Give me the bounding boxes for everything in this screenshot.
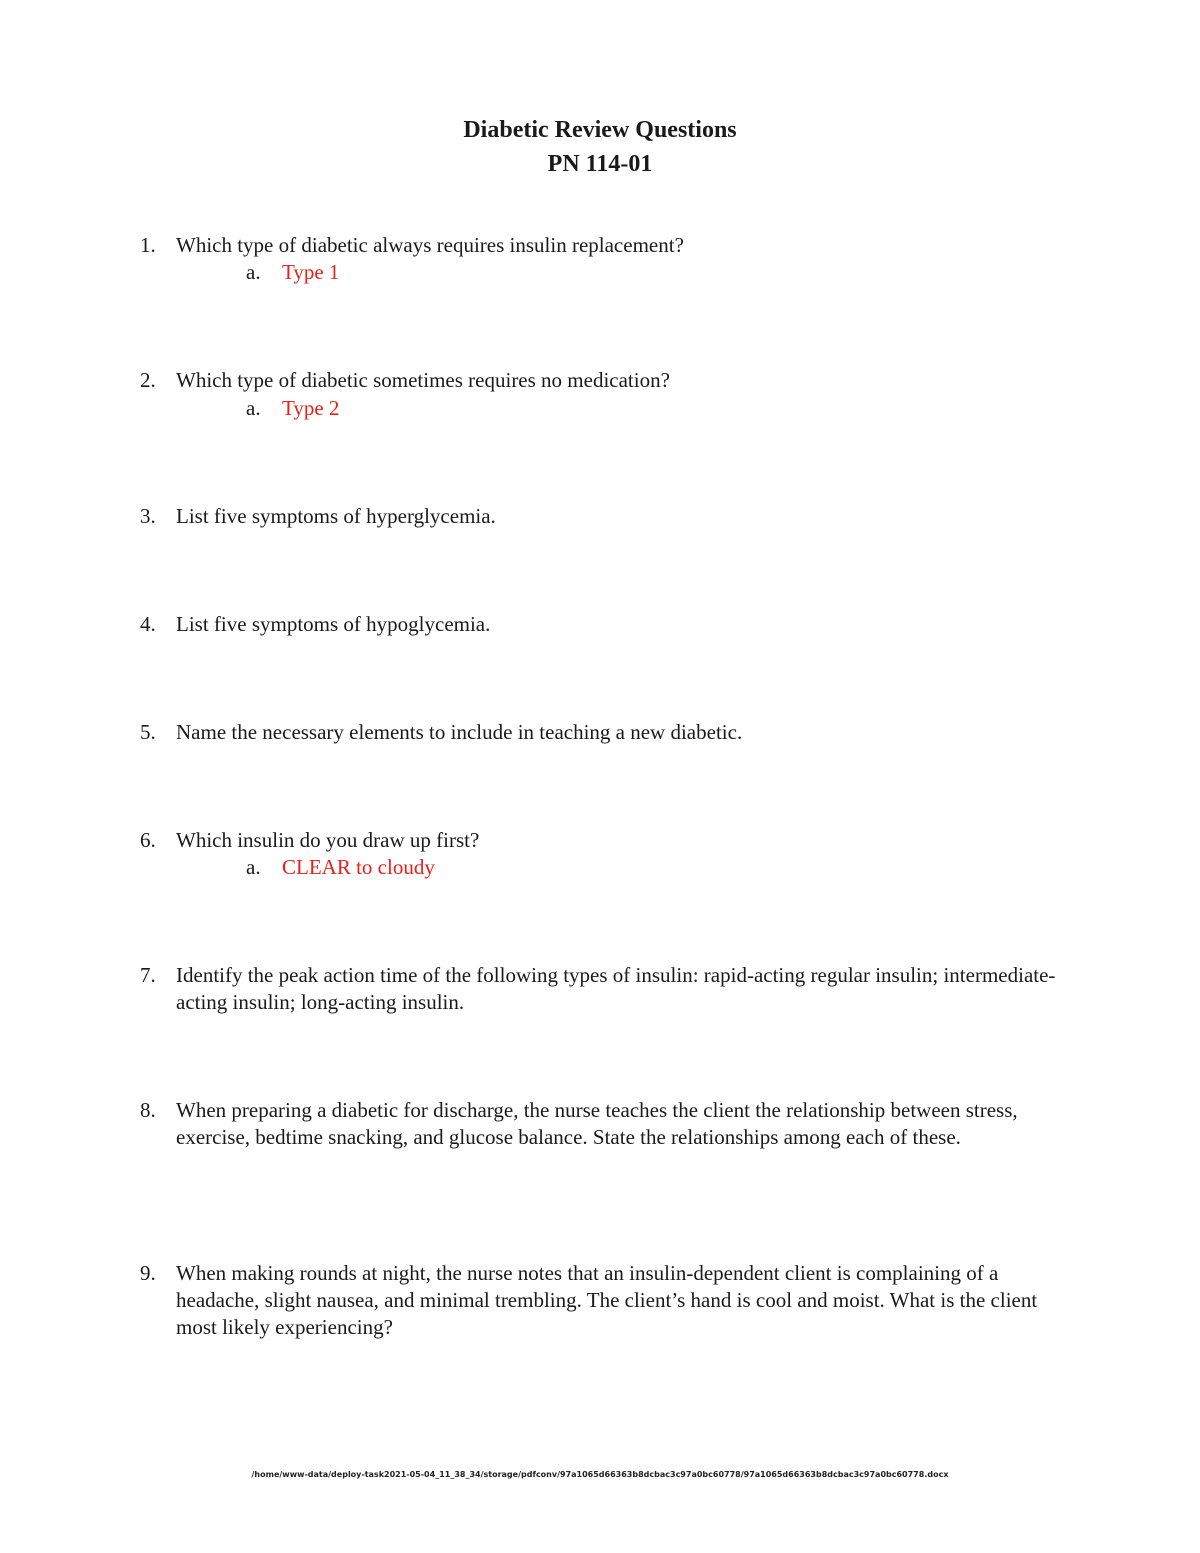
question-text: List five symptoms of hyperglycemia.: [176, 504, 496, 528]
question-text: When making rounds at night, the nurse notes that an insulin-dependent client is complaining of a headache, slight nausea, and minimal trembling. The client’s hand is cool and moist. What is the client most likely experiencing?: [176, 1261, 1038, 1339]
question-number: 8.: [140, 1098, 156, 1122]
question-text: Identify the peak action time of the following types of insulin: rapid-acting regular insulin; intermediate-acting insulin; long-acting insulin.: [176, 963, 1056, 1014]
question-text: Which type of diabetic sometimes requires no medication?: [176, 368, 670, 392]
answer-text: Type 1: [282, 260, 340, 284]
question-number: 4.: [140, 612, 156, 636]
question-number: 5.: [140, 720, 156, 744]
question-number: 6.: [140, 828, 156, 852]
question-text: Name the necessary elements to include in teaching a new diabetic.: [176, 720, 743, 744]
question-text: Which type of diabetic always requires insulin replacement?: [176, 233, 684, 257]
question-number: 2.: [140, 368, 156, 392]
question-number: 1.: [140, 233, 156, 257]
file-path-footer: /home/www-data/deploy-task2021-05-04_11_38_34/storage/pdfconv/97a1065d66363b8dcbac3c97a0bc60778/97a1065d66363b8dcbac3c97a0bc60778.docx: [251, 1470, 949, 1479]
question-text: When preparing a diabetic for discharge, the nurse teaches the client the relationship between stress, exercise, bedtime snacking, and glucose balance. State the relationships among each of these.: [176, 1098, 1018, 1149]
answer-letter: a.: [246, 855, 261, 879]
question-number: 9.: [140, 1261, 156, 1285]
question-text: Which insulin do you draw up first?: [176, 828, 480, 852]
question-text: List five symptoms of hypoglycemia.: [176, 612, 491, 636]
answer-letter: a.: [246, 396, 261, 420]
document-title: Diabetic Review Questions: [463, 117, 737, 143]
answer-letter: a.: [246, 260, 261, 284]
question-number: 7.: [140, 963, 156, 987]
answer-text: CLEAR to cloudy: [282, 855, 435, 879]
answer-text: Type 2: [282, 396, 340, 420]
document-subtitle: PN 114-01: [547, 151, 653, 177]
question-number: 3.: [140, 504, 156, 528]
